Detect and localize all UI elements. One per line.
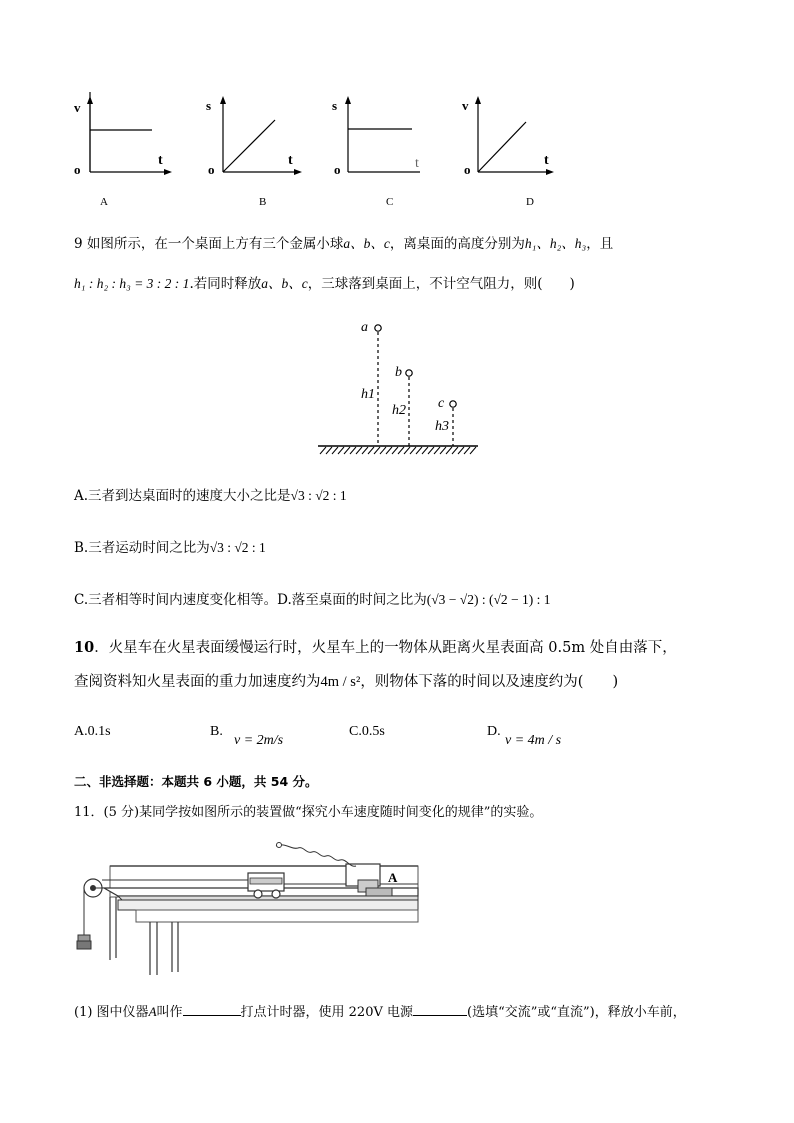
graph-c-label: C [386,196,394,208]
graph-b [206,96,302,208]
label-h2: h2 [392,403,406,418]
q9-end: ，且 [586,236,614,252]
q10-line1 [74,638,677,658]
label-c: c [438,396,445,411]
graph-d-label: D [526,196,534,208]
q10-line2 [74,672,618,692]
q10-option-c: C.0.5s [349,724,385,739]
q10-option-d-math: v = 4m / s [505,733,562,748]
q9-line2 [74,274,575,294]
label-h3: h3 [435,419,449,434]
ground-hatch [320,447,476,454]
graph-c-xaxis: t [415,156,419,171]
graph-c [332,96,420,208]
label-b: b [395,365,402,380]
q10-option-a: A.0.1s [74,724,111,739]
q10-option-b-math: v = 2m/s [234,733,284,748]
section2-heading: 二、非选择题：本题共 6 小题，共 54 分。 [74,774,318,789]
q9-balls: a、b、c [343,236,390,251]
q11-sub1-c: 打点计时器，使用 220V 电源 [240,1005,413,1020]
q10-line2-end: ，则物体下落的时间以及速度约为( ) [360,674,619,690]
q9-option-c [74,590,550,610]
apparatus-label-a: A [388,870,398,885]
graphs-row [60,92,560,217]
q11-blank-2[interactable] [413,1001,467,1016]
q9-line2-text: .若同时释放 [189,276,262,292]
q10-number: 10 [74,639,95,656]
q9-figure [312,318,484,458]
q11-blank-1[interactable] [183,1001,241,1016]
q9-line2-end: ，三球落到桌面上，不计空气阻力，则( ) [307,276,575,292]
q11-sub1-b: 叫作 [156,1005,183,1020]
q11-line1: 11．(5 分)某同学按如图所示的装置做“探究小车速度随时间变化的规律”的实验。 [74,805,543,820]
q10-option-b-label: B. [210,724,223,739]
q11-apparatus [66,840,428,980]
q9-option-b-text: B.三者运动时间之比为 [74,540,210,556]
label-h1: h1 [361,387,375,402]
ball-b [406,370,412,376]
graph-a-label: A [100,196,108,208]
graph-d [462,96,554,208]
q9-option-c-math: (√3 − √2) : (√2 − 1) : 1 [426,592,551,607]
graph-a-xaxis: t [158,153,163,168]
ball-a [375,325,381,331]
graph-d-xaxis: t [544,153,549,168]
q10-line1-text: ．火星车在火星表面缓慢运行时，火星车上的一物体从距离火星表面高 0.5m 处自由落下， [94,640,677,656]
q11-sub1-a: (1) 图中仪器 [74,1005,149,1020]
q9-option-a-text: A.三者到达桌面时的速度大小之比是 [74,488,291,504]
q11-sub1 [74,1001,686,1023]
q9-option-b [74,538,266,558]
q9-option-a-math: √3 : √2 : 1 [290,488,347,503]
graph-a-yaxis: v [74,100,81,115]
q10-option-d-label: D. [487,724,501,739]
graph-c-origin: o [334,162,341,177]
q9-option-b-math: √3 : √2 : 1 [209,540,266,555]
graph-b-yaxis: s [206,98,212,113]
q9-prefix: 9 如图所示，在一个桌面上方有三个金属小球 [74,236,344,252]
graph-d-yaxis: v [462,98,469,113]
q9-heights: h₁、h₂、h₃ [524,236,587,251]
q9-mid: ，离桌面的高度分别为 [389,236,525,252]
graph-b-origin: o [208,162,215,177]
ball-c [450,401,456,407]
q9-option-a [74,486,347,506]
q11-sub1-var: A [148,1004,157,1019]
q9-ratio: h₁ : h₂ : h₃ = 3 : 2 : 1 [74,276,190,291]
q10-line2-text: 查阅资料知火星表面的重力加速度约为 [74,674,321,690]
q11-sub1-d: (选填“交流”或“直流”)，释放小车前， [467,1005,686,1020]
label-a: a [361,320,368,335]
graph-c-yaxis: s [332,98,338,113]
graph-a-origin: o [74,162,81,177]
q9-line2-balls: a、b、c [261,276,308,291]
graph-b-label: B [259,196,267,208]
graph-b-xaxis: t [288,153,293,168]
q9-option-c-text: C.三者相等时间内速度变化相等。D.落至桌面的时间之比为 [74,592,427,608]
q9-line1 [74,234,613,254]
graph-a [74,92,172,208]
graph-d-origin: o [464,162,471,177]
q10-accel: 4m / s² [320,674,361,690]
